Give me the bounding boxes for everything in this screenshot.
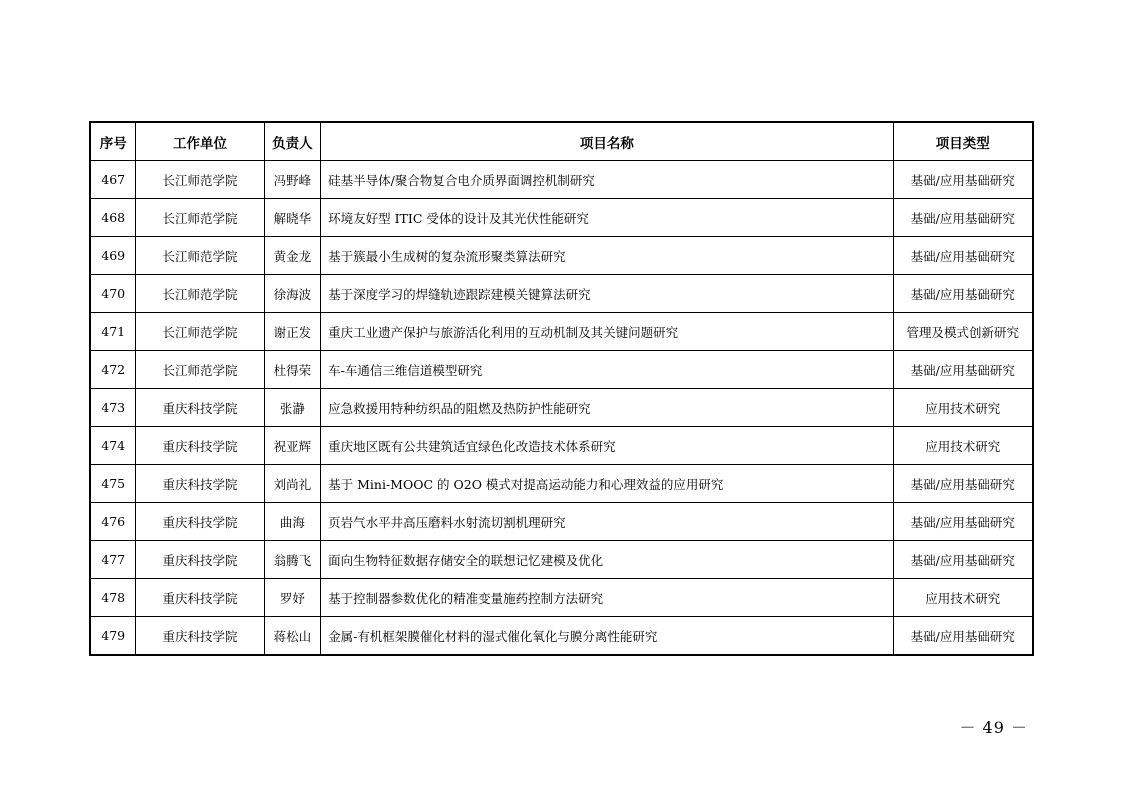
cell-project-type: 基础/应用基础研究 [893, 465, 1033, 503]
cell-project-name: 重庆工业遗产保护与旅游活化利用的互动机制及其关键问题研究 [321, 313, 893, 351]
cell-project-name: 面向生物特征数据存储安全的联想记忆建模及优化 [321, 541, 893, 579]
cell-work-unit: 长江师范学院 [136, 199, 264, 237]
cell-serial-number: 472 [90, 351, 136, 389]
cell-work-unit: 长江师范学院 [136, 161, 264, 199]
header-row [90, 122, 1033, 161]
cell-leader: 蒋松山 [264, 617, 321, 656]
cell-serial-number: 470 [90, 275, 136, 313]
table-row [90, 389, 1033, 427]
cell-project-type: 基础/应用基础研究 [893, 199, 1033, 237]
cell-serial-number: 468 [90, 199, 136, 237]
header-project-name: 项目名称 [321, 122, 893, 161]
table-row [90, 617, 1033, 656]
cell-project-name: 车-车通信三维信道模型研究 [321, 351, 893, 389]
cell-work-unit: 重庆科技学院 [136, 389, 264, 427]
cell-project-name: 页岩气水平井高压磨料水射流切割机理研究 [321, 503, 893, 541]
cell-work-unit: 长江师范学院 [136, 351, 264, 389]
cell-project-type: 应用技术研究 [893, 389, 1033, 427]
page-number: － 49 － [959, 718, 1028, 737]
cell-serial-number: 479 [90, 617, 136, 656]
cell-project-type: 应用技术研究 [893, 427, 1033, 465]
cell-work-unit: 重庆科技学院 [136, 427, 264, 465]
cell-project-type: 基础/应用基础研究 [893, 275, 1033, 313]
cell-work-unit: 重庆科技学院 [136, 617, 264, 656]
cell-project-type: 基础/应用基础研究 [893, 617, 1033, 656]
cell-project-name: 基于控制器参数优化的精准变量施药控制方法研究 [321, 579, 893, 617]
cell-work-unit: 长江师范学院 [136, 275, 264, 313]
cell-serial-number: 478 [90, 579, 136, 617]
cell-work-unit: 重庆科技学院 [136, 579, 264, 617]
cell-leader: 刘尚礼 [264, 465, 321, 503]
cell-project-name: 应急救援用特种纺织品的阻燃及热防护性能研究 [321, 389, 893, 427]
cell-project-type: 基础/应用基础研究 [893, 161, 1033, 199]
cell-project-name: 硅基半导体/聚合物复合电介质界面调控机制研究 [321, 161, 893, 199]
cell-serial-number: 473 [90, 389, 136, 427]
table-row [90, 275, 1033, 313]
cell-work-unit: 长江师范学院 [136, 313, 264, 351]
table-body [90, 161, 1033, 656]
table-row [90, 351, 1033, 389]
cell-serial-number: 467 [90, 161, 136, 199]
cell-serial-number: 476 [90, 503, 136, 541]
header-leader: 负责人 [264, 122, 321, 161]
cell-project-name: 基于深度学习的焊缝轨迹跟踪建模关键算法研究 [321, 275, 893, 313]
cell-work-unit: 重庆科技学院 [136, 541, 264, 579]
table-row [90, 541, 1033, 579]
cell-project-type: 应用技术研究 [893, 579, 1033, 617]
cell-leader: 解晓华 [264, 199, 321, 237]
cell-project-type: 管理及模式创新研究 [893, 313, 1033, 351]
cell-project-name: 基于簇最小生成树的复杂流形聚类算法研究 [321, 237, 893, 275]
cell-work-unit: 重庆科技学院 [136, 503, 264, 541]
project-table [89, 121, 1034, 656]
cell-project-name: 基于 Mini-MOOC 的 O2O 模式对提高运动能力和心理效益的应用研究 [321, 465, 893, 503]
cell-leader: 翁腾飞 [264, 541, 321, 579]
header-work-unit: 工作单位 [136, 122, 264, 161]
table-row [90, 503, 1033, 541]
cell-project-name: 环境友好型 ITIC 受体的设计及其光伏性能研究 [321, 199, 893, 237]
cell-project-type: 基础/应用基础研究 [893, 541, 1033, 579]
cell-project-name: 金属-有机框架膜催化材料的湿式催化氧化与膜分离性能研究 [321, 617, 893, 656]
cell-leader: 谢正发 [264, 313, 321, 351]
cell-leader: 张瀞 [264, 389, 321, 427]
cell-serial-number: 471 [90, 313, 136, 351]
cell-leader: 罗妤 [264, 579, 321, 617]
cell-leader: 祝亚辉 [264, 427, 321, 465]
cell-serial-number: 469 [90, 237, 136, 275]
cell-leader: 冯野峰 [264, 161, 321, 199]
cell-project-type: 基础/应用基础研究 [893, 503, 1033, 541]
cell-work-unit: 长江师范学院 [136, 237, 264, 275]
table-row [90, 161, 1033, 199]
cell-serial-number: 474 [90, 427, 136, 465]
cell-project-type: 基础/应用基础研究 [893, 237, 1033, 275]
header-project-type: 项目类型 [893, 122, 1033, 161]
table-row [90, 465, 1033, 503]
cell-leader: 曲海 [264, 503, 321, 541]
cell-serial-number: 477 [90, 541, 136, 579]
cell-leader: 黄金龙 [264, 237, 321, 275]
table-row [90, 313, 1033, 351]
table-row [90, 237, 1033, 275]
cell-leader: 徐海波 [264, 275, 321, 313]
table-row [90, 427, 1033, 465]
header-serial-number: 序号 [90, 122, 136, 161]
table-row [90, 579, 1033, 617]
cell-work-unit: 重庆科技学院 [136, 465, 264, 503]
cell-serial-number: 475 [90, 465, 136, 503]
cell-leader: 杜得荣 [264, 351, 321, 389]
table-header [90, 122, 1033, 161]
table-row [90, 199, 1033, 237]
cell-project-type: 基础/应用基础研究 [893, 351, 1033, 389]
cell-project-name: 重庆地区既有公共建筑适宜绿色化改造技术体系研究 [321, 427, 893, 465]
